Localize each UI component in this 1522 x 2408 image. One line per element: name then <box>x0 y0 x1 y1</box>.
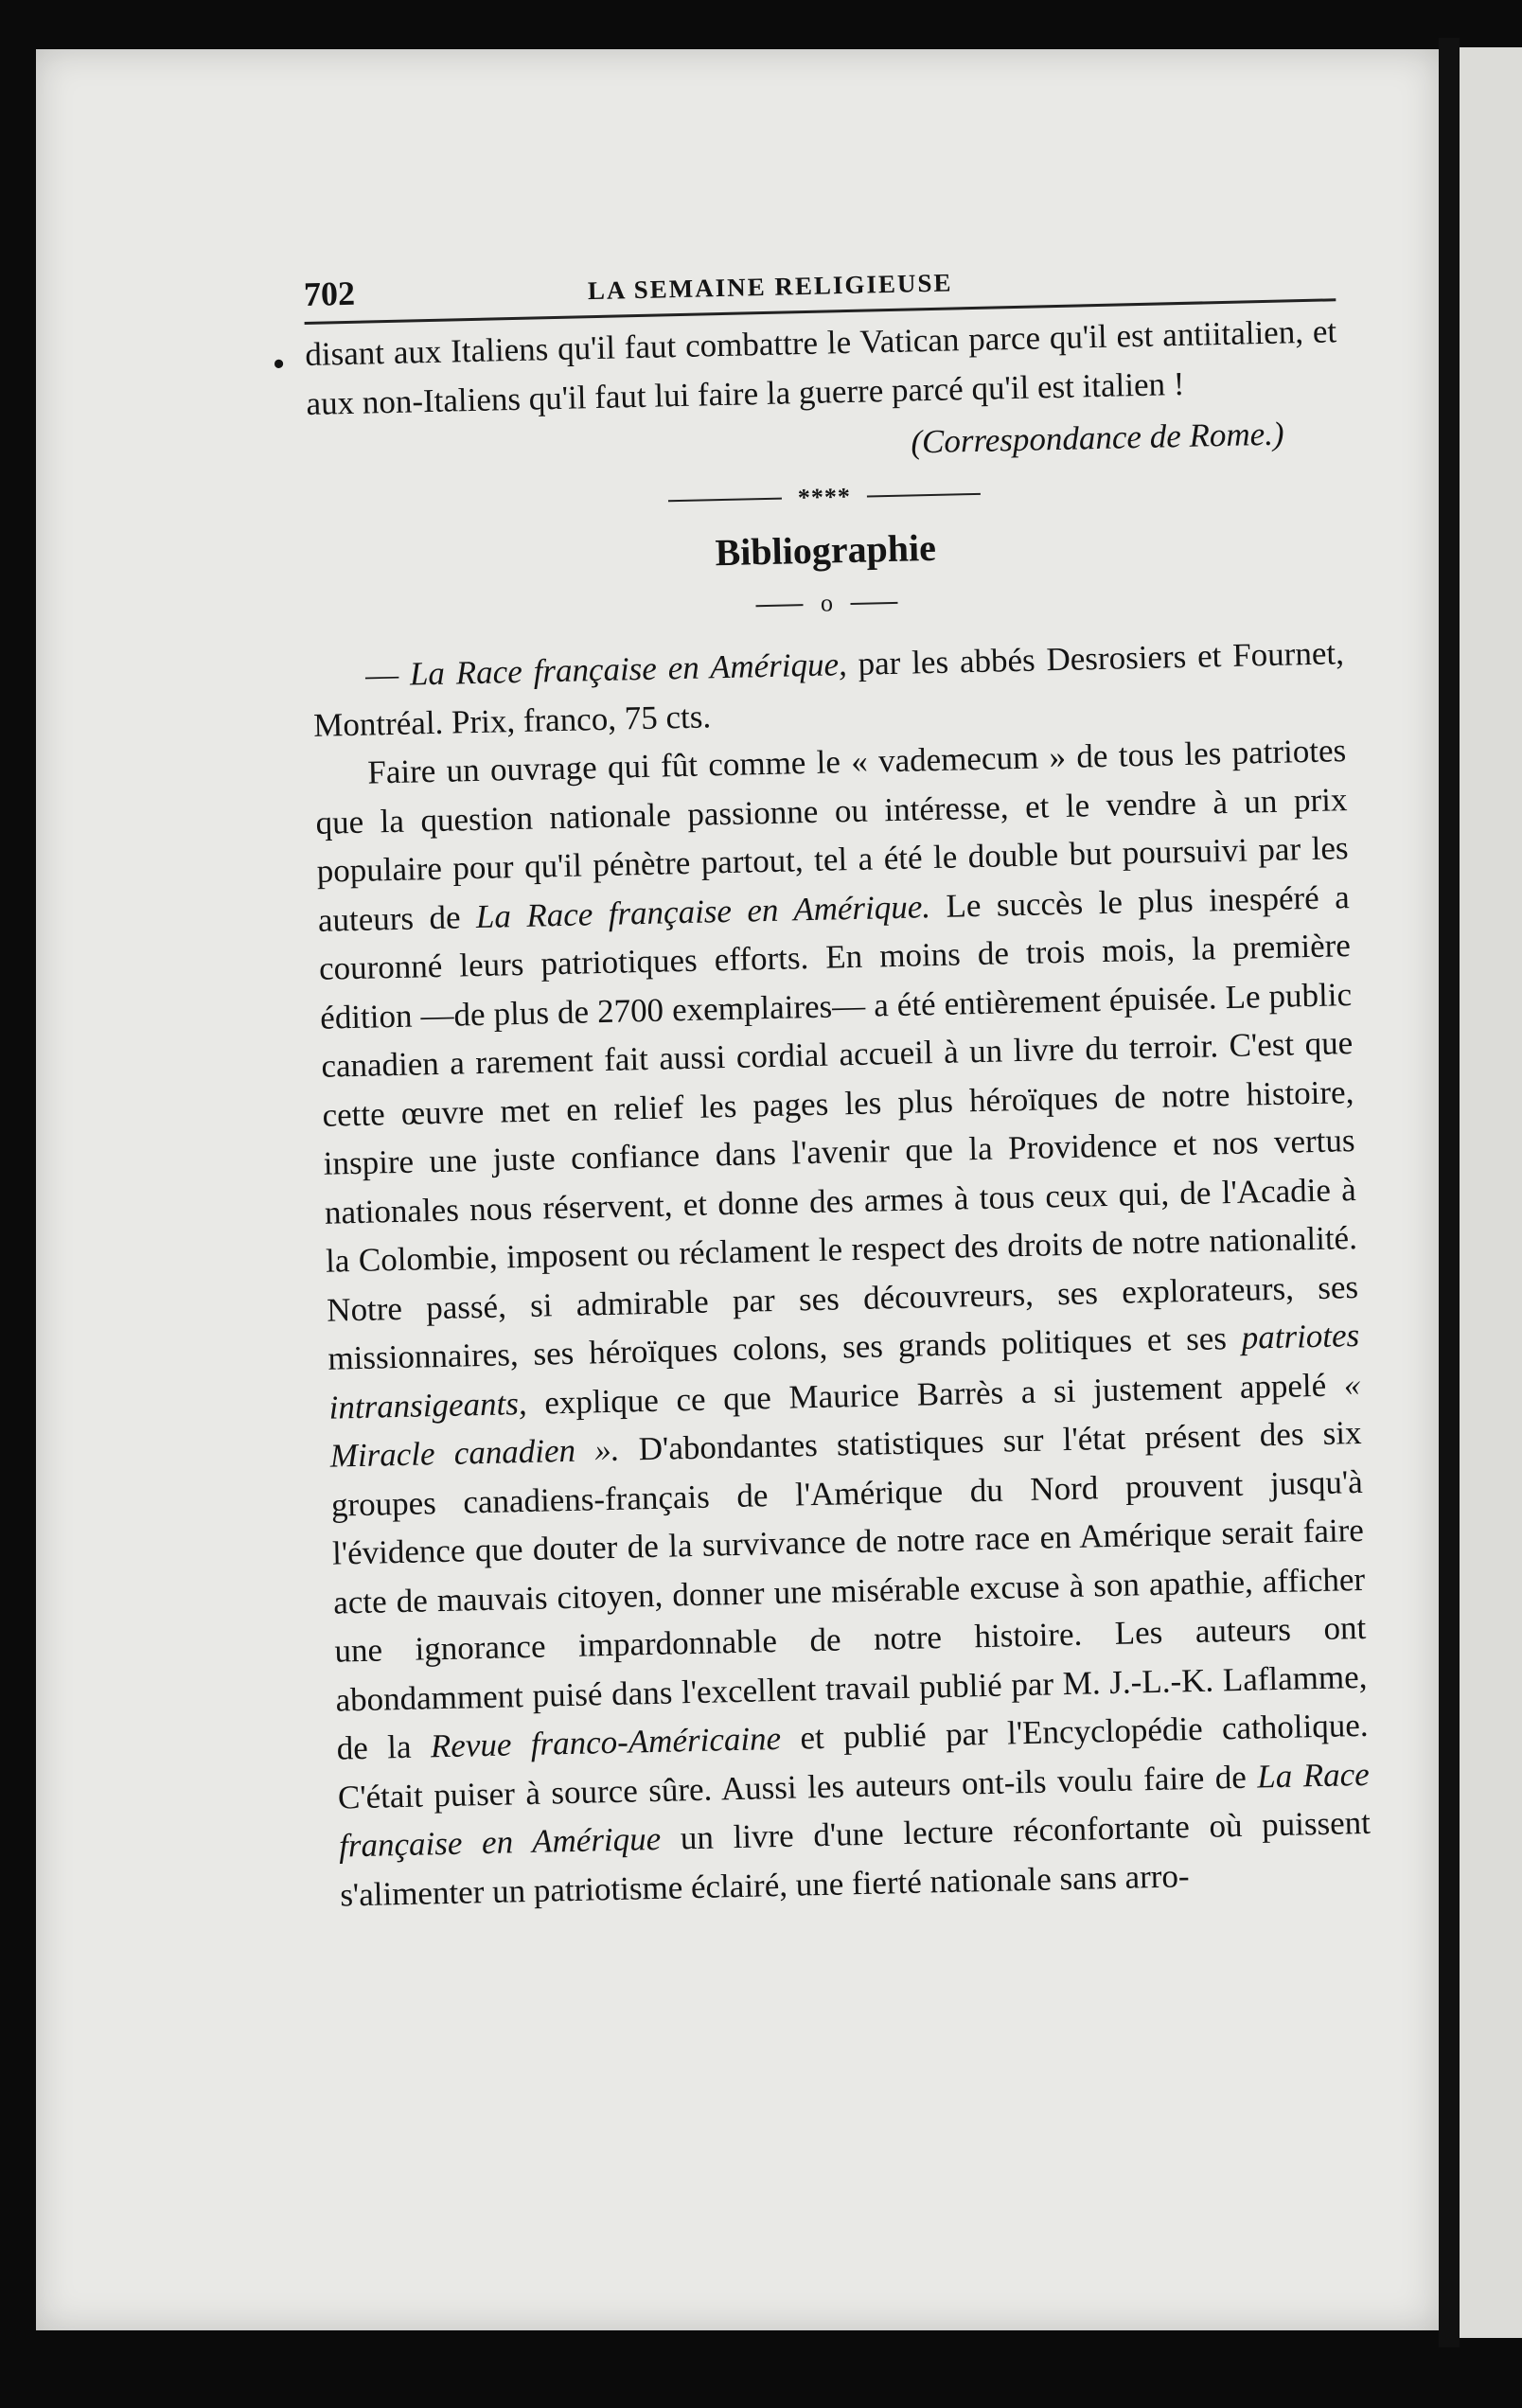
ink-dot: • <box>273 346 285 382</box>
source-citation: (Correspondance de Rome.) <box>910 415 1284 461</box>
section-title: Bibliographie <box>715 525 937 575</box>
page-gutter <box>1439 38 1460 2347</box>
separator-circle: o <box>820 589 834 617</box>
review-text-2: Le succès le plus inespéré a couronné leurs patriotiques efforts. En moins de trois mois, la première édition —de plus de 2700 exemplaires— a été entièrement épuisée. Le public canadien a rarement fait aussi cordial accueil à un livre du terroir. C'est que cette œuvre met en relief les pages les plus héroïques de notre histoire, inspire une juste confiance dans l'avenir que la Providence et nos vertus nationales nous réservent, et donne des armes à tous ceux qui, de l'Acadie à la Colombie, imposent ou réclament le respect des droits de notre nationalité. Notre passé, si admirable par ses découvreurs, ses explorateurs, ses missionnaires, ses héroïques colons, ses grands politiques et ses <box>318 877 1359 1377</box>
review-text-6: un livre d'une lecture réconfortante où puissent s'alimenter un patriotisme éclairé, une fierté nationale sans arro- <box>339 1803 1372 1914</box>
review-paragraph <box>314 726 1372 1919</box>
review-italic-5: La Race française en Amérique <box>338 1755 1371 1865</box>
review-text-3: explique ce que Maurice Barrès a si justement appelé <box>526 1365 1345 1422</box>
book-title: La Race française en Amérique, <box>409 646 848 693</box>
separator-rule-left <box>668 498 782 503</box>
separator-rule-left <box>756 604 804 607</box>
review-italic-3: « Miracle canadien ». <box>329 1365 1361 1475</box>
entry-dash: — <box>364 655 411 694</box>
review-text-5: et publié par l'Encyclopédie catholique. C'était puiser à source sûre. Aussi les auteurs ont-ils voulu faire de <box>337 1706 1369 1816</box>
page-number: 702 <box>303 274 356 313</box>
review-italic-1: La Race française en Amérique. <box>475 887 931 935</box>
review-text-4: D'abondantes statistiques sur l'état présent des six groupes canadiens-français de l'Amérique du Nord prouvent jusqu'à l'évidence que douter de la survivance de notre race en Amérique serait faire acte de mauvais citoyen, donner une misérable excuse à son apathie, afficher une ignorance impardonnable de notre histoire. Les auteurs ont abondamment puisé dans l'excellent travail publié par M. J.-L.-K. Laflamme, de la <box>330 1413 1368 1767</box>
review-italic-4: Revue franco-Américaine <box>430 1719 782 1765</box>
small-separator <box>755 586 898 621</box>
journal-title: LA SEMAINE RELIGIEUSE <box>587 268 953 306</box>
star-separator <box>668 477 982 518</box>
separator-rule-right <box>867 493 981 498</box>
continuation-paragraph: disant aux Italiens qu'il faut combattre le Vatican parce qu'il est antiitalien, et aux non-Italiens qu'il faut lui faire la guerre parcé qu'il est italien ! <box>304 312 1337 422</box>
review-italic-2: patriotes intransigeants, <box>328 1316 1360 1426</box>
page-content <box>273 232 1372 1919</box>
adjacent-page-edge <box>1460 47 1522 2338</box>
separator-stars: **** <box>797 482 852 512</box>
separator-rule-right <box>850 602 897 605</box>
review-text-1: Faire un ouvrage qui fût comme le « vademecum » de tous les patriotes que la question nationale passionne ou intéresse, et le vendre à un prix populaire pour qu'il pénètre partout, tel a été le double but poursuivi par les auteurs de <box>315 732 1349 939</box>
book-citation: par les abbés Desrosiers et Fournet, Montréal. Prix, franco, 75 cts. <box>312 634 1345 744</box>
